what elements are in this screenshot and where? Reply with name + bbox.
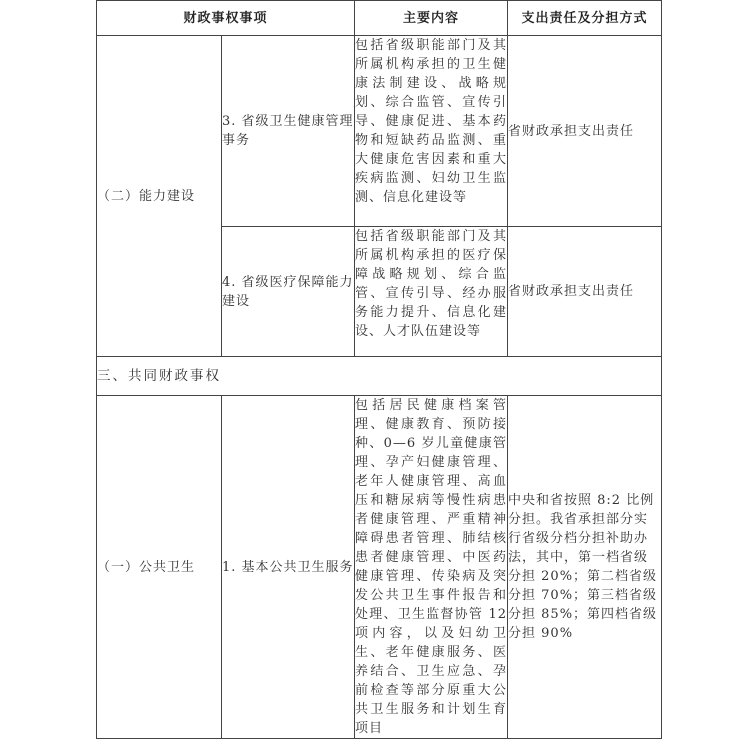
responsibility-cell: 中央和省按照 8:2 比例分担。我省承担部分实行省级分档分担补助办法，其中，第一档省级分担 20%；第二档省级分担 70%；第三档省级分担 85%；第四档省级分担 90% — [508, 396, 662, 739]
content-cell: 包括省级职能部门及其所属机构承担的医疗保障战略规划、综合监管、宣传引导、经办服务能力提升、信息化建设、人才队伍建设等 — [355, 227, 508, 357]
fiscal-responsibility-table — [96, 0, 662, 739]
table-row — [97, 396, 662, 739]
header-category: 财政事权事项 — [97, 1, 355, 36]
section-heading: 三、共同财政事权 — [97, 357, 662, 396]
responsibility-cell: 省财政承担支出责任 — [508, 36, 662, 227]
responsibility-cell: 省财政承担支出责任 — [508, 227, 662, 357]
header-responsibility: 支出责任及分担方式 — [508, 1, 662, 36]
item-cell: 4. 省级医疗保障能力建设 — [222, 227, 355, 357]
category-cell: （一）公共卫生 — [97, 396, 222, 739]
content-cell: 包括省级职能部门及其所属机构承担的卫生健康法制建设、战略规划、综合监管、宣传引导、健康促进、基本药物和短缺药品监测、重大健康危害因素和重大疾病监测、妇幼卫生监测、信息化建设等 — [355, 36, 508, 227]
header-content: 主要内容 — [355, 1, 508, 36]
section-row — [97, 357, 662, 396]
item-cell: 3. 省级卫生健康管理事务 — [222, 36, 355, 227]
category-cell: （二）能力建设 — [97, 36, 222, 357]
table-row — [97, 36, 662, 227]
item-cell: 1. 基本公共卫生服务 — [222, 396, 355, 739]
content-cell: 包括居民健康档案管理、健康教育、预防接种、0—6 岁儿童健康管理、孕产妇健康管理、老年人健康管理、高血压和糖尿病等慢性病患者健康管理、严重精神障碍患者管理、肺结核患者健康管理、中医药健康管理、传染病及突发公共卫生事件报告和处理、卫生监督协管 12 项内容，以及妇幼卫生、老年健康服务、医养结合、卫生应急、孕前检查等部分原重大公共卫生服务和计划生育项目 — [355, 396, 508, 739]
table-header-row — [97, 1, 662, 36]
